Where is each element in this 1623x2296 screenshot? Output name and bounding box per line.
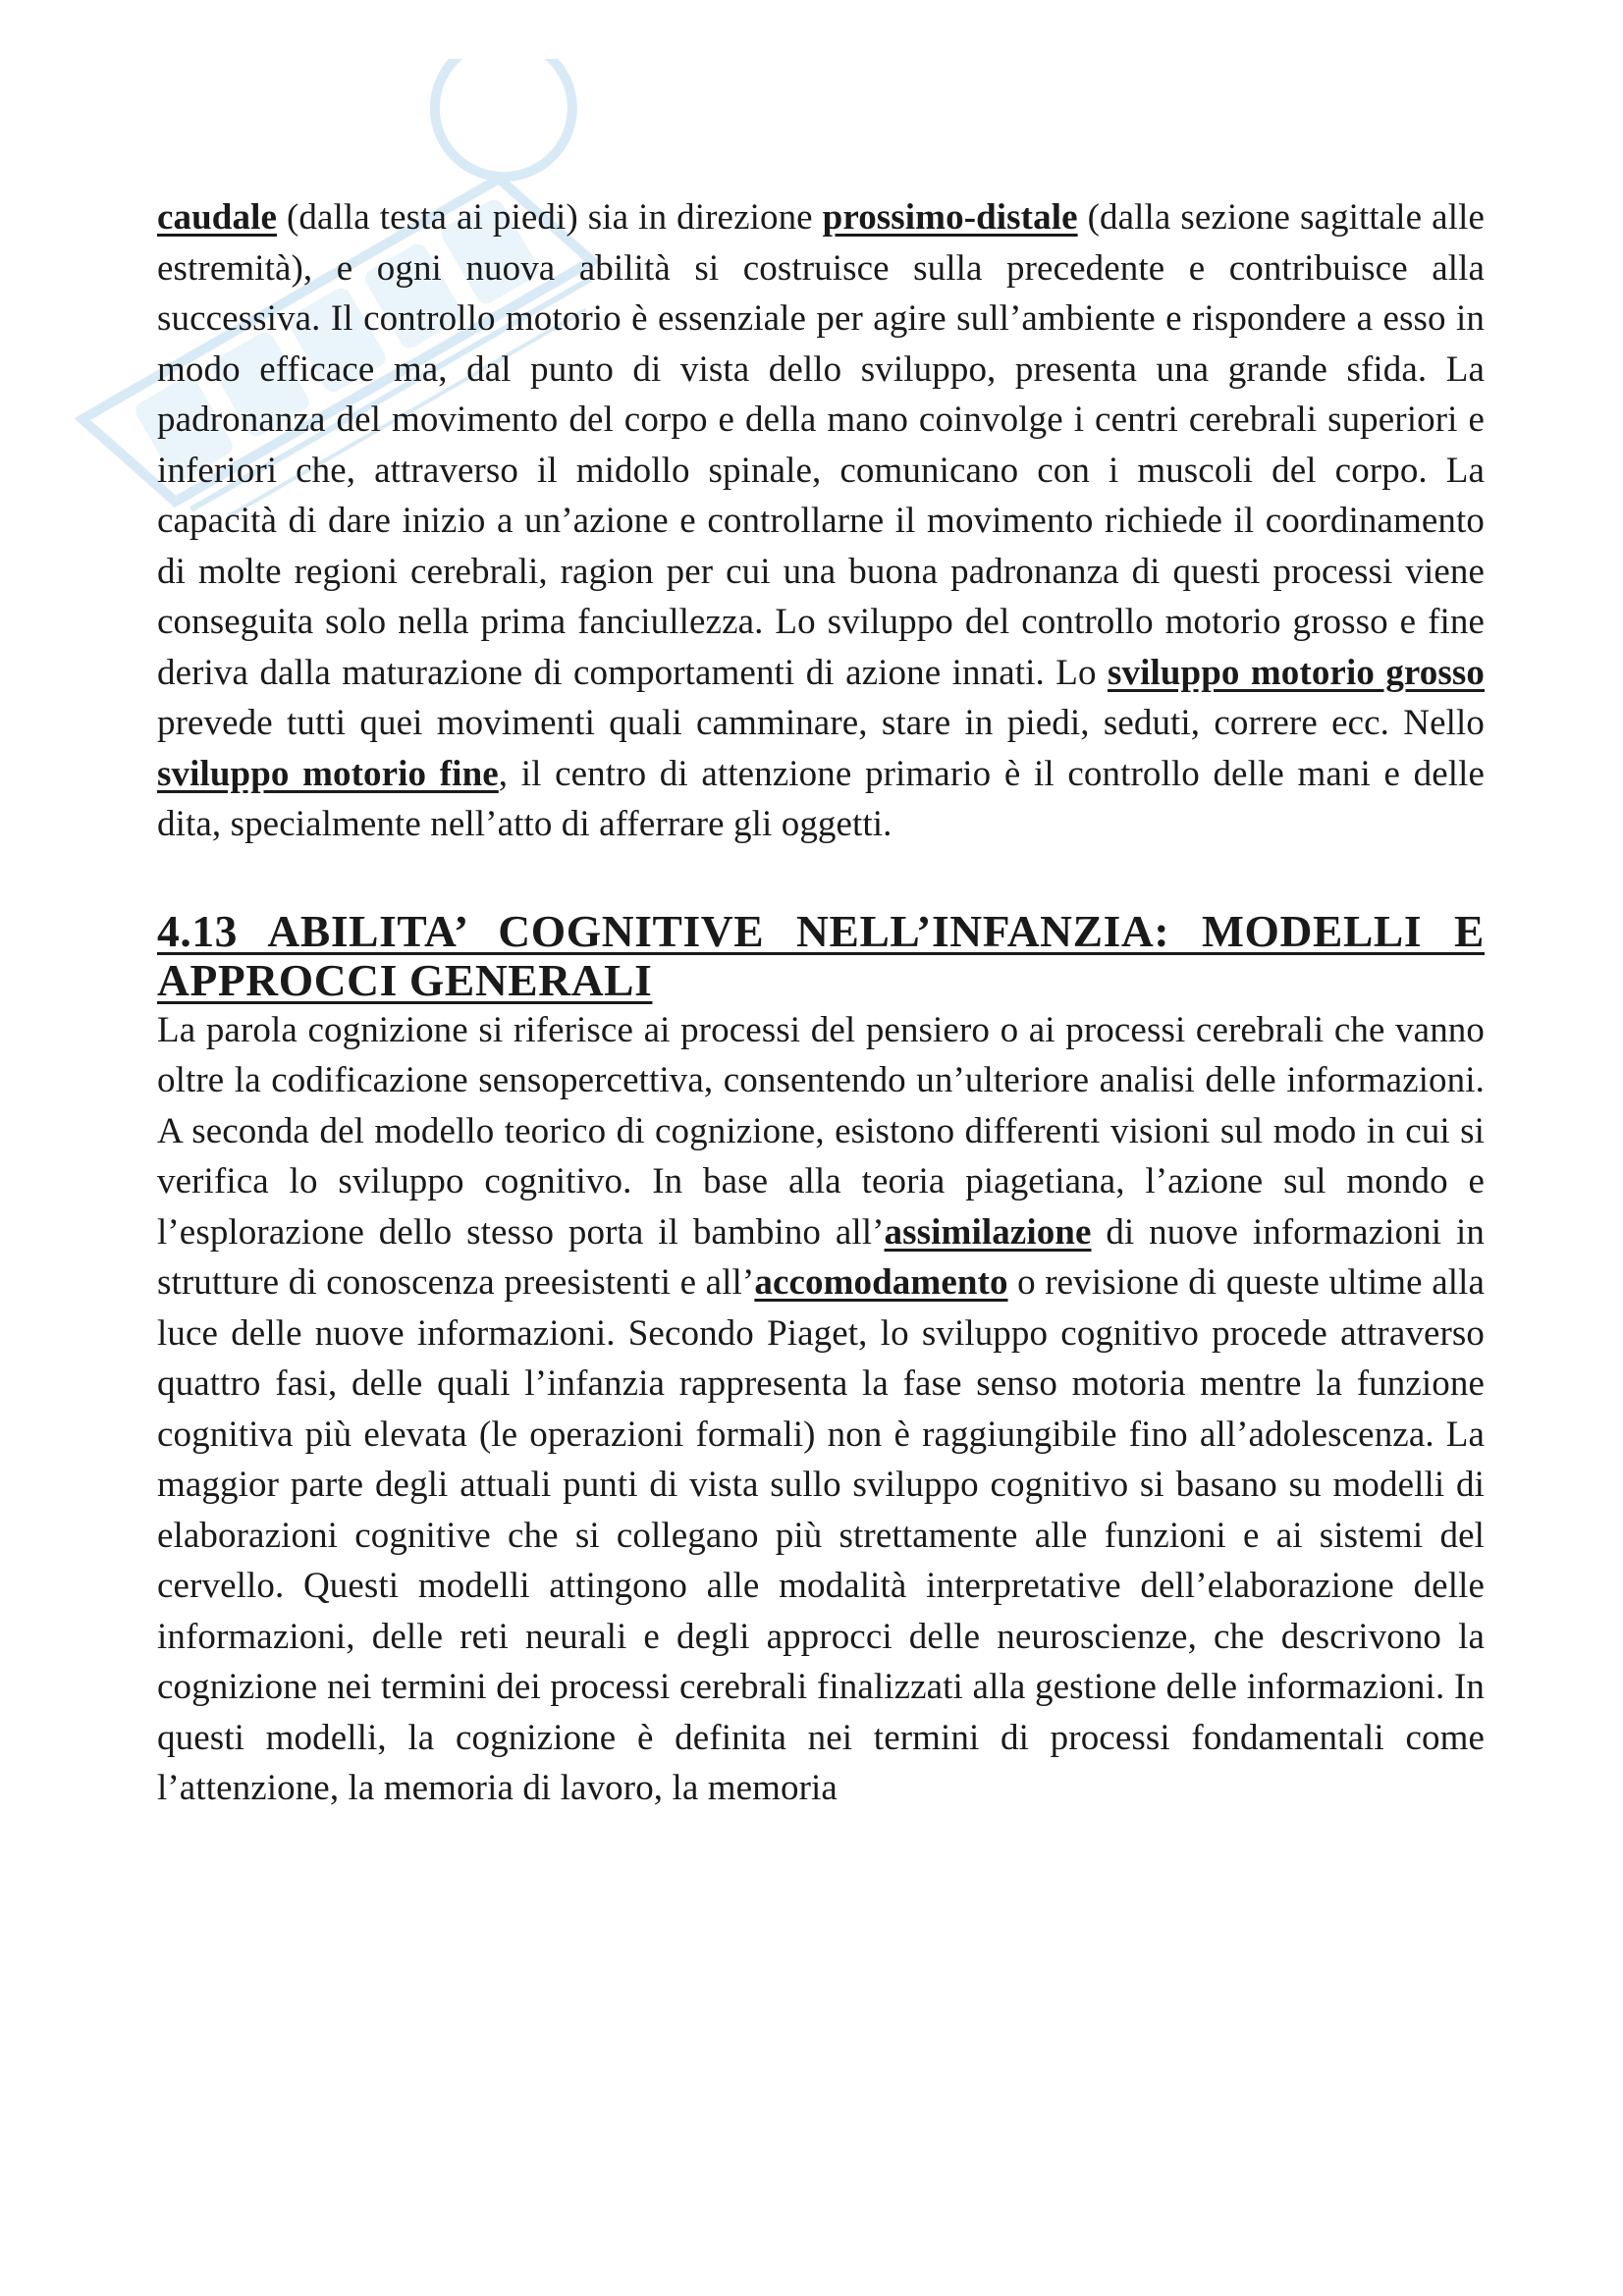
- term-assimilazione: assimilazione: [884, 1211, 1092, 1253]
- text-segment: prevede tutti quei movimenti quali camminare, stare in piedi, seduti, correre ecc. Nello: [157, 703, 1485, 743]
- paragraph-cognitive-abilities: [157, 1005, 1485, 1814]
- text-segment: La parola cognizione si riferisce ai processi del pensiero o ai processi cerebrali che vanno oltre la codificazione sensopercettiva, consentendo un’ulteriore analisi delle informazioni. A seconda del modello teorico di cognizione, esistono differenti visioni sul modo in cui si verifica lo sviluppo cognitivo. In base alla teoria piagetiana, l’azione sul mondo e l’esplorazione dello stesso porta il bambino all’: [157, 1009, 1485, 1253]
- term-sviluppo-motorio-grosso: sviluppo motorio grosso: [1107, 652, 1485, 693]
- text-segment: di nuove informazioni in strutture di conoscenza preesistenti e all’: [157, 1211, 1485, 1303]
- text-segment: (dalla sezione sagittale alle estremità), e ogni nuova abilità si costruisce sulla precedente e contribuisce alla successiva. Il controllo motorio è essenziale per agire sull’ambiente e rispondere a esso in modo efficace ma, dal punto di vista dello sviluppo, presenta una grande sfida. La padronanza del movimento del corpo e della mano coinvolge i centri cerebrali superiori e inferiori che, attraverso il midollo spinale, comunicano con i muscoli del corpo. La capacità di dare inizio a un’azione e controllarne il movimento richiede il coordinamento di molte regioni cerebrali, ragion per cui una buona padronanza di questi processi viene conseguita solo nella prima fanciullezza. Lo sviluppo del controllo motorio grosso e fine deriva dalla maturazione di comportamenti di azione innati. Lo: [157, 197, 1485, 693]
- term-prossimo-distale: prossimo-distale: [822, 197, 1078, 238]
- term-accomodamento: accomodamento: [754, 1262, 1008, 1303]
- section-heading: 4.13 ABILITA’ COGNITIVE NELL’INFANZIA: MODELLI E APPROCCI GENERALI: [157, 905, 1485, 1005]
- term-sviluppo-motorio-fine: sviluppo motorio fine: [157, 753, 499, 794]
- paragraph-motor-development: [157, 192, 1485, 850]
- text-column: [157, 192, 1485, 1814]
- text-segment: (dalla testa ai piedi) sia in direzione: [276, 197, 823, 238]
- text-segment: o revisione di queste ultime alla luce delle nuove informazioni. Secondo Piaget, lo sviluppo cognitivo procede attraverso quattro fasi, delle quali l’infanzia rappresenta la fase senso motoria mentre la funzione cognitiva più elevata (le operazioni formali) non è raggiungibile fino all’adolescenza. La maggior parte degli attuali punti di vista sullo sviluppo cognitivo si basano su modelli di elaborazioni cognitive che si collegano più strettamente alle funzioni e ai sistemi del cervello. Questi modelli attingono alle modalità interpretative dell’elaborazione delle informazioni, delle reti neurali e degli approcci delle neuroscienze, che descrivono la cognizione nei termini dei processi cerebrali finalizzati alla gestione delle informazioni. In questi modelli, la cognizione è definita nei termini di processi fondamentali come l’attenzione, la memoria di lavoro, la memoria: [157, 1262, 1485, 1808]
- term-caudale: caudale: [157, 197, 277, 238]
- text-segment: , il centro di attenzione primario è il controllo delle mani e delle dita, specialmente nell’atto di afferrare gli oggetti.: [157, 753, 1486, 844]
